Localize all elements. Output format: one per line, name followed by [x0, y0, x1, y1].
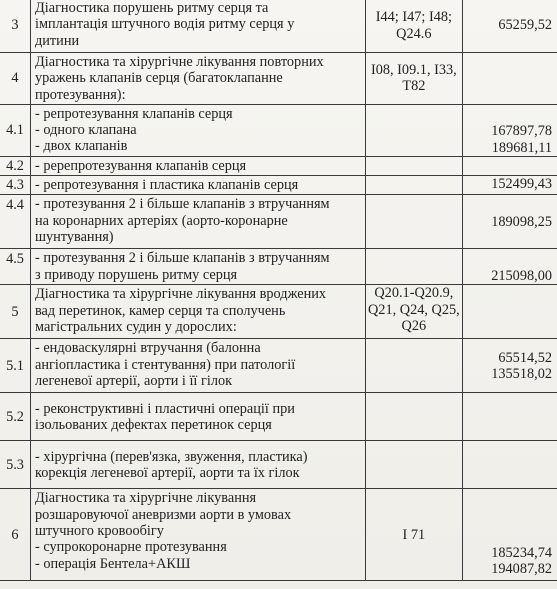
description-line: - супрокоронарне протезування	[35, 539, 227, 556]
code-line: Q21, Q24, Q25,	[367, 301, 460, 318]
description-line: - репротезування клапанів серця	[35, 105, 233, 122]
row-description	[31, 249, 366, 285]
description-line: шунтування)	[35, 229, 114, 246]
row-description	[31, 156, 366, 175]
cost-value: 65514,52	[498, 349, 552, 366]
description-line: - двох клапанів	[35, 138, 128, 155]
icd-codes	[365, 441, 462, 489]
description-line: розшаровуючої аневризми аорти в умовах	[35, 506, 292, 523]
description-line: - ендоваскулярні втручання (балонна	[35, 340, 261, 357]
description-line: протезування):	[35, 86, 126, 103]
icd-codes	[365, 195, 462, 249]
icd-codes	[365, 393, 462, 441]
cost-cell	[462, 489, 557, 581]
icd-codes	[365, 249, 462, 285]
table-row	[0, 489, 557, 581]
code-line: Q24.6	[396, 25, 432, 42]
icd-codes	[365, 53, 462, 105]
cost-cell	[462, 176, 557, 195]
cost-cell	[462, 441, 557, 489]
description-line: на коронарних артеріях (аорто-коронарне	[35, 212, 288, 229]
code-line: Q26	[401, 318, 427, 335]
icd-codes	[365, 0, 462, 53]
code-line: I08, I09.1, I33,	[370, 62, 457, 79]
description-line: - репротезування і пластика клапанів серця	[35, 177, 299, 194]
row-description	[31, 104, 366, 156]
row-number: 6	[0, 489, 31, 581]
table-row	[0, 53, 557, 105]
table-row	[0, 441, 557, 489]
cost-value: 194087,82	[491, 561, 552, 578]
cost-cell	[462, 285, 557, 339]
description-line: з приводу порушень ритму серця	[35, 266, 238, 283]
row-description	[31, 339, 366, 393]
icd-codes	[365, 489, 462, 581]
description-line: - протезування 2 і більше клапанів з втручанням	[35, 250, 330, 267]
description-line: - ререпротезування клапанів серця	[35, 157, 247, 174]
table-row	[0, 156, 557, 175]
cost-cell	[462, 393, 557, 441]
row-number: 5	[0, 285, 31, 339]
row-number: 4	[0, 53, 31, 105]
row-number: 4.2	[0, 156, 31, 175]
code-line: Q20.1-Q20.9,	[374, 285, 454, 302]
cost-cell	[462, 249, 557, 285]
cost-value: 189098,25	[491, 213, 552, 230]
description-line: - хірургічна (перев'язка, звуження, пластика)	[35, 448, 308, 465]
cost-cell	[462, 156, 557, 175]
description-line: імплантація штучного водія ритму серця у	[35, 16, 295, 33]
table-row	[0, 249, 557, 285]
description-line: магістральних судин у дорослих:	[35, 319, 237, 336]
description-line: - операція Бентела+АКШ	[35, 555, 191, 572]
table-row	[0, 176, 557, 195]
cost-cell	[462, 53, 557, 105]
description-line: Діагностика та хірургічне лікування вроджених	[35, 286, 327, 303]
table-row	[0, 0, 557, 53]
icd-codes	[365, 285, 462, 339]
row-number: 4.3	[0, 176, 31, 195]
code-line: I44; I47; I48;	[375, 9, 452, 26]
row-number: 5.1	[0, 339, 31, 393]
table-row	[0, 393, 557, 441]
cost-value: 65259,52	[498, 17, 552, 34]
description-line: дитини	[35, 32, 80, 49]
description-line: Діагностика порушень ритму серця та	[35, 0, 269, 16]
description-line: - протезування 2 і більше клапанів з втручанням	[35, 196, 330, 213]
row-description	[31, 53, 366, 105]
description-line: ангіопластика і стентування) при патології	[35, 356, 296, 373]
code-line: I 71	[402, 526, 426, 543]
description-line: Діагностика та хірургічне лікування	[35, 490, 257, 507]
row-description	[31, 393, 366, 441]
table-row	[0, 285, 557, 339]
cost-cell	[462, 339, 557, 393]
row-number: 5.3	[0, 441, 31, 489]
icd-codes	[365, 104, 462, 156]
description-line: - реконструктивні і пластичні операції при	[35, 400, 295, 417]
description-line: Діагностика та хірургічне лікування повторних	[35, 54, 324, 70]
cost-value: 185234,74	[491, 544, 552, 561]
icd-codes	[365, 176, 462, 195]
row-number: 4.1	[0, 104, 31, 156]
cost-value: 215098,00	[491, 268, 552, 285]
row-number: 4.4	[0, 195, 31, 249]
row-number: 5.2	[0, 393, 31, 441]
row-description	[31, 285, 366, 339]
cost-cell	[462, 104, 557, 156]
cost-value: 152499,43	[491, 176, 552, 193]
table-row	[0, 339, 557, 393]
icd-codes	[365, 156, 462, 175]
description-line: легеневої артерії, аорти і її гілок	[35, 373, 233, 390]
row-description	[31, 195, 366, 249]
row-description	[31, 489, 366, 581]
cost-value: 189681,11	[491, 139, 552, 156]
row-number: 3	[0, 0, 31, 53]
icd-codes	[365, 339, 462, 393]
cost-cell	[462, 0, 557, 53]
row-description	[31, 176, 366, 195]
description-line: вад перетинок, камер серця та сполучень	[35, 302, 286, 319]
row-description	[31, 441, 366, 489]
description-line: уражень клапанів серця (багатоклапанне	[35, 70, 283, 87]
cost-cell	[462, 195, 557, 249]
description-line: штучного кровообігу	[35, 523, 164, 540]
code-line: T82	[402, 78, 426, 95]
cost-value: 135518,02	[491, 365, 552, 382]
description-line: ізольованих дефектах перетинок серця	[35, 416, 272, 433]
row-description	[31, 0, 366, 53]
table-row	[0, 195, 557, 249]
table-row	[0, 104, 557, 156]
cost-value: 167897,78	[491, 123, 552, 140]
description-line: корекція легеневої артерії, аорти та їх гілок	[35, 464, 300, 481]
description-line: - одного клапана	[35, 122, 137, 139]
row-number: 4.5	[0, 249, 31, 285]
